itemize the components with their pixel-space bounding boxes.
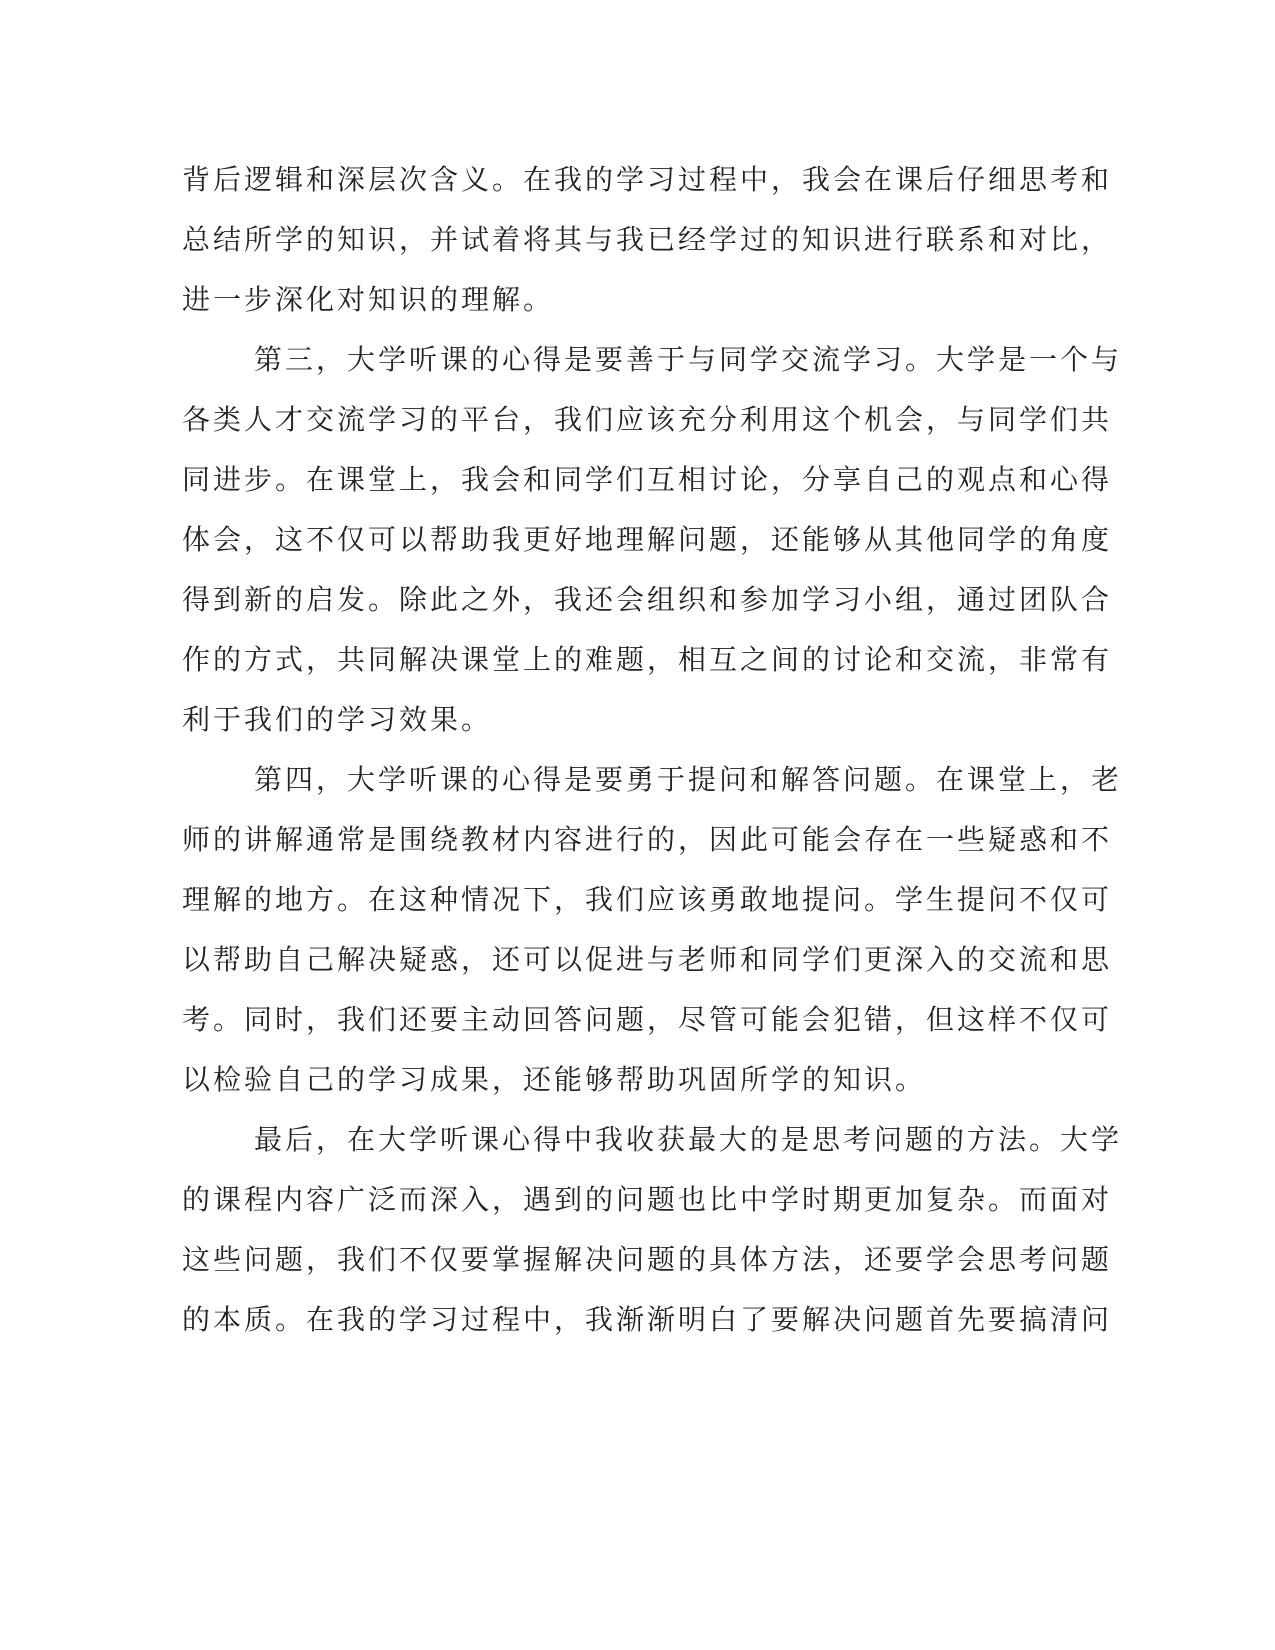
paragraph-3-line-3: 理解的地方。在这种情况下，我们应该勇敢地提问。学生提问不仅可 [182,883,1113,916]
paragraph-2-line-7: 利于我们的学习效果。 [182,703,493,736]
paragraph-2-line-3: 同进步。在课堂上，我会和同学们互相讨论，分享自己的观点和心得 [182,463,1113,496]
paragraph-1-line-2: 总结所学的知识，并试着将其与我已经学过的知识进行联系和对比， [182,223,1113,256]
document-body [182,150,1123,1350]
paragraph-3-line-1: 第四，大学听课的心得是要勇于提问和解答问题。在课堂上，老 [254,763,1123,796]
paragraph-2-line-1: 第三，大学听课的心得是要善于与同学交流学习。大学是一个与 [254,343,1123,376]
paragraph-1-line-1: 背后逻辑和深层次含义。在我的学习过程中，我会在课后仔细思考和 [182,163,1113,196]
paragraph-4-line-2: 的课程内容广泛而深入，遇到的问题也比中学时期更加复杂。而面对 [182,1183,1113,1216]
paragraph-2-line-2: 各类人才交流学习的平台，我们应该充分利用这个机会，与同学们共 [182,403,1113,436]
paragraph-1-line-3: 进一步深化对知识的理解。 [182,283,555,316]
paragraph-2-line-4: 体会，这不仅可以帮助我更好地理解问题，还能够从其他同学的角度 [182,523,1113,556]
paragraph-4-line-3: 这些问题，我们不仅要掌握解决问题的具体方法，还要学会思考问题 [182,1243,1113,1276]
paragraph-4-line-4: 的本质。在我的学习过程中，我渐渐明白了要解决问题首先要搞清问 [182,1303,1113,1336]
paragraph-2-line-5: 得到新的启发。除此之外，我还会组织和参加学习小组，通过团队合 [182,583,1113,616]
paragraph-4-line-1: 最后，在大学听课心得中我收获最大的是思考问题的方法。大学 [254,1123,1123,1156]
paragraph-3-line-6: 以检验自己的学习成果，还能够帮助巩固所学的知识。 [182,1063,927,1096]
paragraph-3-line-2: 师的讲解通常是围绕教材内容进行的，因此可能会存在一些疑惑和不 [182,823,1113,856]
paragraph-3-line-5: 考。同时，我们还要主动回答问题，尽管可能会犯错，但这样不仅可 [182,1003,1113,1036]
paragraph-3-line-4: 以帮助自己解决疑惑，还可以促进与老师和同学们更深入的交流和思 [182,943,1113,976]
paragraph-2-line-6: 作的方式，共同解决课堂上的难题，相互之间的讨论和交流，非常有 [182,643,1113,676]
